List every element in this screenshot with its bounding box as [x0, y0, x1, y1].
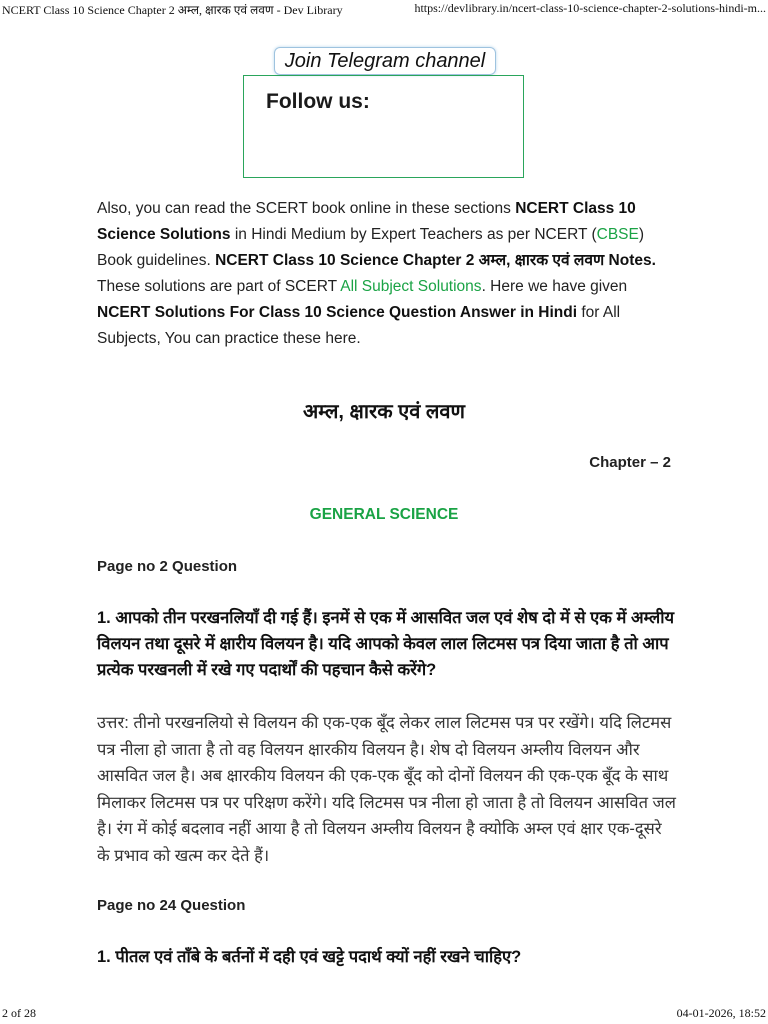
cbse-link[interactable]: CBSE: [596, 226, 639, 243]
section-heading-page-2: Page no 2 Question: [97, 558, 238, 575]
chapter-number: Chapter – 2: [589, 454, 671, 471]
print-header-url: https://devlibrary.in/ncert-class-10-science-chapter-2-solutions-hindi-m...: [414, 1, 766, 15]
intro-text: Also, you can read the SCERT book online in these sections: [97, 200, 516, 217]
chapter-title: अम्ल, क्षारक एवं लवण: [302, 401, 466, 423]
print-footer: [0, 1004, 768, 1024]
section-heading-page-24: Page no 24 Question: [97, 897, 246, 914]
follow-us-box: [243, 75, 524, 178]
intro-text: in Hindi Medium by Expert Teachers as per NCERT (: [230, 226, 597, 243]
intro-text: These solutions are part of SCERT: [97, 278, 341, 295]
intro-text: ) Book guidelines.: [97, 226, 645, 269]
follow-us-heading: Follow us:: [266, 90, 370, 113]
all-subject-solutions-link[interactable]: All Subject Solutions: [340, 278, 482, 295]
print-header-title: NCERT Class 10 Science Chapter 2 अम्ल, क्षारक एवं लवण - Dev Library: [2, 3, 343, 17]
intro-bold-question-answer: NCERT Solutions For Class 10 Science Question Answer in Hindi: [97, 304, 578, 321]
intro-text: . Here we have given: [481, 278, 628, 295]
print-datetime: 04-01-2026, 18:52: [676, 1006, 766, 1020]
question-1: 1. आपको तीन परखनलियाँ दी गई हैं। इनमें से एक में आसवित जल एवं शेष दो में से एक में अम्लीय विलयन तथा दूसरे में क्षारीय विलयन है। यदि आपको केवल लाल लिटमस पत्र दिया जाता है तो आप प्रत्येक परखनली में रखे गए पदार्थों की पहचान कैसे करेंगे?: [97, 609, 675, 679]
intro-bold-solutions: NCERT Class 10 Science Solutions: [97, 200, 636, 243]
intro-text: for All Subjects, You can practice these here.: [97, 304, 621, 347]
intro-bold-notes: NCERT Class 10 Science Chapter 2 अम्ल, क्षारक एवं लवण Notes.: [215, 252, 656, 269]
print-header: [0, 0, 768, 18]
answer-1: उत्तर: तीनो परखनलियो से विलयन की एक-एक बूँद लेकर लाल लिटमस पत्र पर रखेंगे। यदि लिटमस पत्र नीला हो जाता है तो वह विलयन क्षारकीय विलयन है। शेष दो विलयन अम्लीय विलयन और आसवित जल है। अब क्षारकीय विलयन की एक-एक बूँद को दोनों विलयन की एक-एक बूँद के साथ मिलाकर लिटमस पत्र पर परिक्षण करेंगे। यदि लिटमस पत्र नीला हो जाता है तो विलयन आसवित जल है। रंग में कोई बदलाव नहीं आया है तो विलयन अम्लीय विलयन है क्योकि अम्ल एवं क्षार एक-दूसरे के प्रभाव को खत्म कर देते हैं।: [97, 714, 676, 865]
intro-paragraph: [97, 196, 677, 352]
telegram-channel-link[interactable]: Join Telegram channel: [274, 47, 496, 75]
page-count: 2 of 28: [2, 1006, 36, 1020]
subject-label: GENERAL SCIENCE: [309, 506, 459, 523]
question-2: 1. पीतल एवं ताँबे के बर्तनों में दही एवं खट्टे पदार्थ क्यों नहीं रखने चाहिए?: [97, 948, 522, 966]
